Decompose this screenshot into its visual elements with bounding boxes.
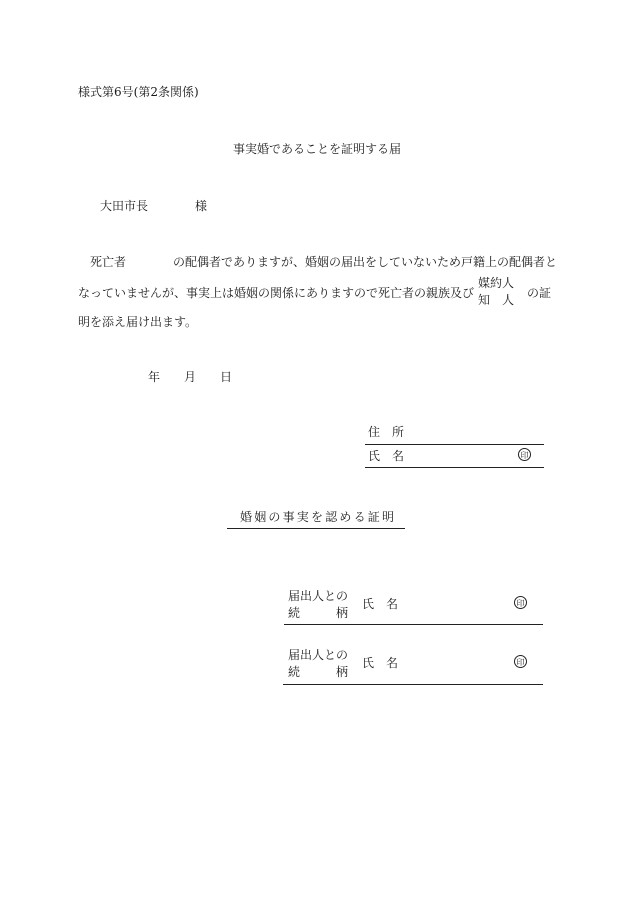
certifier-row-line (284, 624, 543, 625)
body-line3: 明を添え届け出ます。 (78, 315, 198, 329)
applicant-address-label: 住 所 (368, 425, 405, 439)
body-line2-tail: の証 (527, 286, 552, 300)
witness-option-acquaintance: 知 人 (478, 293, 515, 307)
certification-heading: 婚姻の事実を認める証明 (240, 510, 397, 524)
body-line1-prefix: 死亡者 (90, 255, 127, 269)
witness-option-matchmaker: 媒約人 (478, 276, 515, 290)
body-line2: なっていませんが、事実上は婚姻の関係にありますので死亡者の親族及び (78, 286, 475, 300)
date-month-label: 月 (184, 370, 197, 384)
body-line1: の配偶者でありますが、婚姻の届出をしていないため戸籍上の配偶者と (173, 255, 558, 269)
relation-label-line1: 届出人との (288, 589, 349, 603)
relation-label-line2: 続 柄 (288, 665, 349, 679)
seal-mark-icon: 印 (514, 655, 527, 668)
applicant-address-line (365, 444, 544, 445)
addressee-honorific: 様 (195, 199, 208, 213)
applicant-name-label: 氏 名 (368, 449, 405, 463)
addressee-name: 大田市長 (100, 199, 149, 213)
certifier-name-label: 氏 名 (362, 597, 399, 611)
date-day-label: 日 (220, 370, 233, 384)
certifier-name-label: 氏 名 (362, 656, 399, 670)
applicant-name-line (365, 467, 544, 468)
relation-label-line2: 続 柄 (288, 606, 349, 620)
certification-heading-underline (227, 528, 405, 529)
relation-label-line1: 届出人との (288, 648, 349, 662)
certifier-row-line (283, 684, 543, 685)
date-year-label: 年 (148, 370, 161, 384)
form-number: 様式第6号(第2条関係) (78, 85, 199, 99)
seal-mark-icon: 印 (514, 596, 527, 609)
seal-mark-icon: 印 (518, 448, 531, 461)
document-title: 事実婚であることを証明する届 (233, 142, 402, 156)
